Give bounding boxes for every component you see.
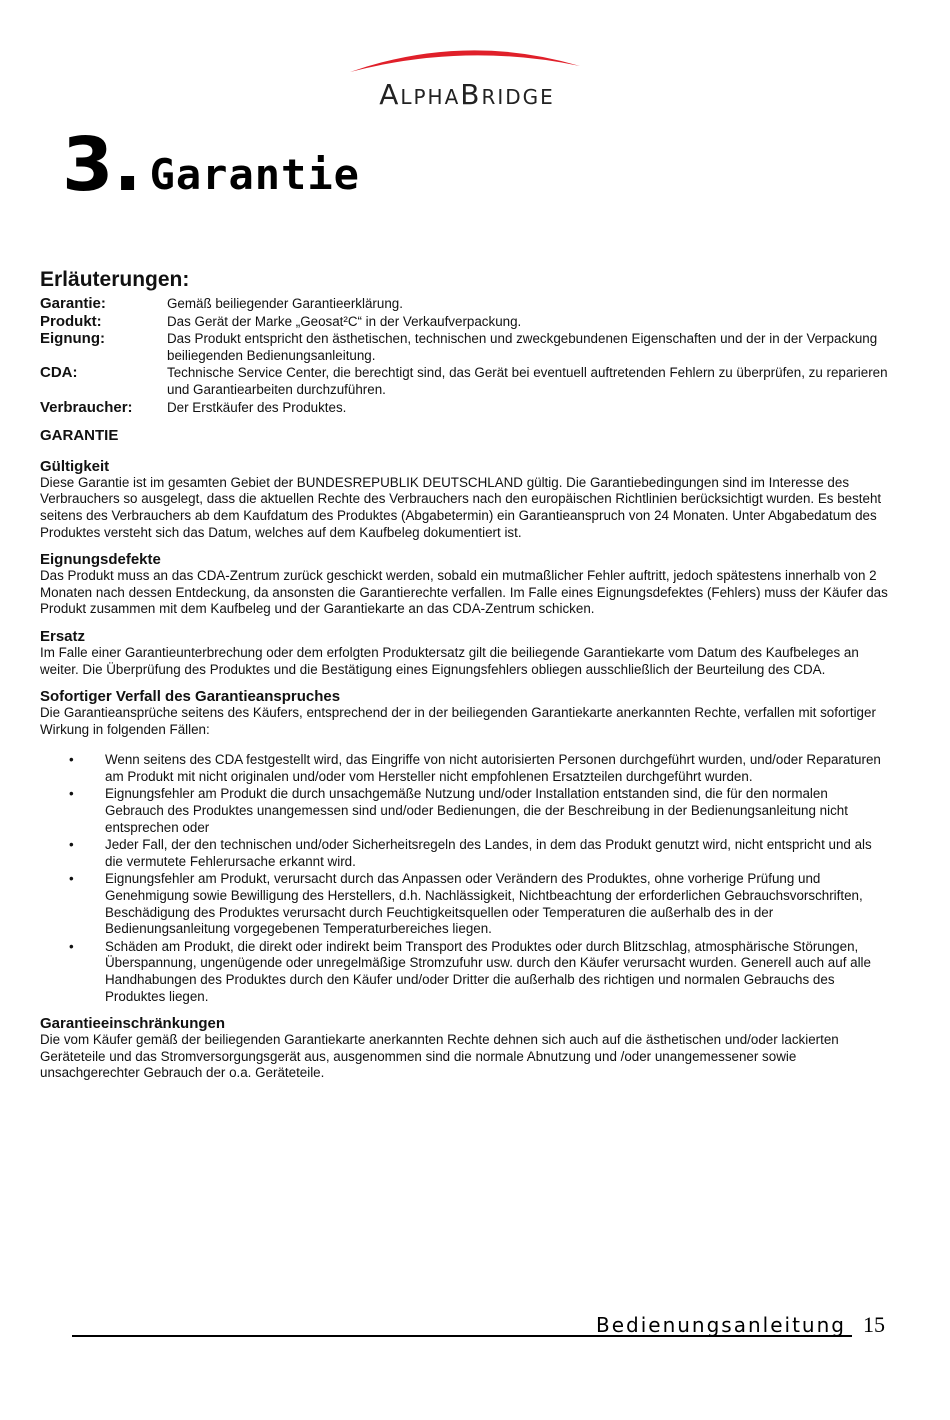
definition-row [40, 400, 890, 417]
definition-term: CDA: [40, 364, 78, 382]
section-title-verfall: Sofortiger Verfall des Garantieanspruches [40, 688, 341, 706]
list-item: • Eignungsfehler am Produkt die durch unsachgemäße Nutzung und/oder Installation entstanden sind, die für den normalen Gebrauch des Produktes unangemessen sind und/oder Bedienungen, die der Beschreibung in der Bedienungsanleitung nicht entsprechen oder [40, 786, 890, 836]
definition-row [40, 296, 890, 313]
chapter-heading [62, 122, 360, 208]
definition-term: Produkt: [40, 312, 102, 330]
logo-text: AlphaBridge [379, 78, 555, 111]
section-text-verfall: Die Garantieansprüche seitens des Käufers, entsprechend der in der beiliegenden Garantiekarte anerkannten Rechte, verfallen mit sofortiger Wirkung in folgenden Fällen: [40, 705, 876, 737]
document-body [40, 268, 890, 1082]
garantie-label: GARANTIE [40, 427, 119, 445]
section-text-einschraenkungen: Die vom Käufer gemäß der beiliegenden Garantiekarte anerkannten Rechte dehnen sich auch auf die ästhetischen und/oder lackierten Geräteteile und das Stromversorgungsgerät aus, ausgenommen sind die normale Abnutzung und /oder unangemessener sowie unsachgerechter Gebrauch der o.a. Geräteteile. [40, 1032, 839, 1081]
section-title-eignungsdefekte: Eignungsdefekte [40, 551, 161, 569]
list-item: • Schäden am Produkt, die direkt oder indirekt beim Transport des Produktes oder durch Blitzschlag, atmosphärische Störungen, Überspannung, ungenügende oder unregelmäßige Stromzufuhr usw. durch den Käufer verursacht wurden. Generell auch auf alle Handhabungen des Produktes durch den Käufer und/oder Dritter die außerhalb des richtigen und normalen Gebrauchs des Produktes liegen. [40, 939, 890, 1005]
section-title-einschraenkungen: Garantieeinschränkungen [40, 1015, 226, 1033]
definition-row [40, 365, 890, 398]
definition-desc: Das Produkt entspricht den ästhetischen, technischen und zweckgebundenen Eigenschaften und der in der Verpackung beiliegenden Bedienungsanleitung. [167, 331, 878, 363]
definition-row [40, 331, 890, 364]
definition-desc: Technische Service Center, die berechtigt sind, das Gerät bei eventuell auftretenden Fehlern zu überprüfen, zu reparieren und Garantiearbeiten durchzuführen. [167, 365, 888, 397]
list-item: • Eignungsfehler am Produkt, verursacht durch das Anpassen oder Verändern des Produktes, ohne vorherige Prüfung und Genehmigung sowie Bewilligung des Herstellers, d.h. Nachlässigkeit, Nichtbeachtung der erforderlichen Gebrauchsvorschriften, Beschädigung des Produktes verursacht durch Feuchtigkeitsquellen oder Temperaturen die außerhalb des in der Bedienungsanleitung vorgegebenen Temperaturbereiches liegen. [40, 871, 890, 937]
definition-term: Eignung: [40, 330, 105, 348]
page-number: 15 [863, 1312, 885, 1337]
section-text-ersatz: Im Falle einer Garantieunterbrechung oder dem erfolgten Produktersatz gilt die beiliegende Garantiekarte vom Datum des Kaufbeleges an weiter. Die Überprüfung des Produktes und die Bestätigung eines Eignungsfehlers obliegen ausschließlich der Beurteilung des CDA. [40, 644, 859, 677]
section-text-eignungsdefekte: Das Produkt muss an das CDA-Zentrum zurück geschickt werden, sobald ein mutmaßlicher Fehler auftritt, jedoch spätestens innerhalb von 2 Monaten nach dessen Entdeckung, da ansonsten die Garantierechte verfallen. Im Falle eines Eignungsdefektes (Fehlers) muss der Käufer das Produkt zusammen mit dem Kaufbeleg und der Garantiekarte an das CDA-Zentrum schicken. [40, 568, 888, 617]
chapter-title: Garantie [149, 150, 360, 199]
list-item: • Jeder Fall, der den technischen und/oder Sicherheitsregeln des Landes, in dem das Produkt genutzt wird, nicht entspricht und als die vermutete Fehlerursache erkannt wird. [40, 837, 890, 870]
section-title-gueltigkeit: Gültigkeit [40, 457, 110, 475]
chapter-number: 3. [62, 122, 142, 208]
definition-desc: Gemäß beiliegender Garantieerklärung. [167, 296, 403, 311]
verfall-bullet-list [40, 752, 890, 1005]
footer-label: Bedienungsanleitung [596, 1313, 846, 1337]
definition-desc: Der Erstkäufer des Produktes. [167, 399, 347, 415]
definition-row [40, 314, 890, 331]
definition-desc: Das Gerät der Marke „Geosat²C“ in der Verkaufverpackung. [167, 313, 522, 329]
section-title-ersatz: Ersatz [40, 627, 86, 645]
brand-logo [330, 40, 600, 120]
list-item: • Wenn seitens des CDA festgestellt wird, das Eingriffe von nicht autorisierten Personen durchgeführt wurden, und/oder Reparaturen am Produkt mit nicht originalen und/oder vom Hersteller nicht empfohlenen Ersatzteilen durchgeführt wurden. [40, 752, 890, 785]
section-text-gueltigkeit: Diese Garantie ist im gesamten Gebiet der BUNDESREPUBLIK DEUTSCHLAND gültig. Die Garantiebedingungen sind im Interesse des Verbrauchers so ausgelegt, dass die aktuellen Rechte des Verbrauchers nach den europäischen Richtlinien berücksichtigt wurden. Es besteht seitens des Verbrauchers ab dem Kaufdatum des Produktes (Abgabetermin) ein Garantieanspruch von 24 Monaten. Unter Abgabedatum des Produktes versteht sich das Datum, welches auf dem Kaufbeleg dokumentiert ist. [40, 474, 882, 540]
logo-arc-icon [330, 40, 600, 80]
explanations-heading: Erläuterungen: [40, 268, 190, 291]
definition-term: Garantie: [40, 295, 106, 312]
definition-term: Verbraucher: [40, 398, 133, 416]
